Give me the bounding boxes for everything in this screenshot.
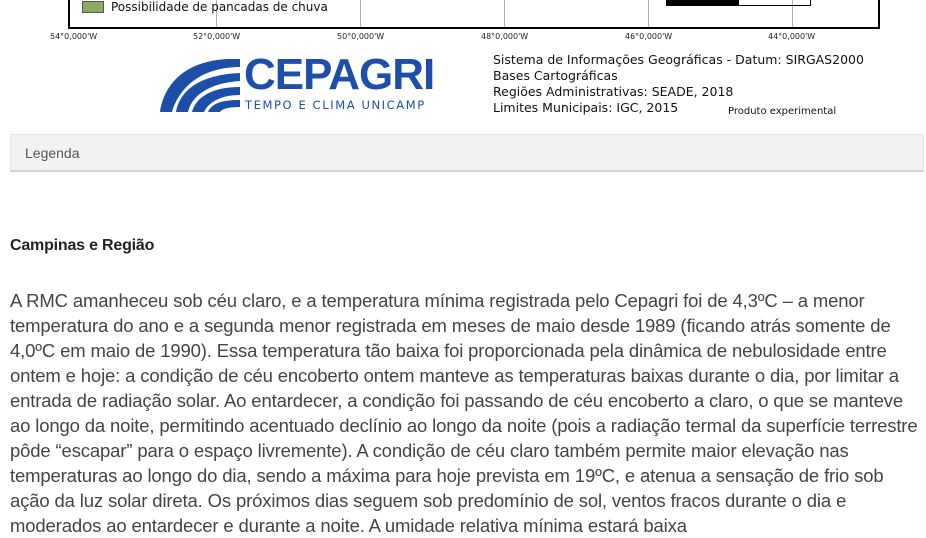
logo-wordmark: CEPAGRI: [244, 50, 435, 99]
legend-swatch: [82, 1, 104, 13]
map-info-line: Limites Municipais: IGC, 2015: [493, 100, 679, 115]
cepagri-logo: [158, 50, 435, 115]
map-coordinate: 54°0,000'W: [50, 32, 98, 41]
legenda-label: Legenda: [25, 145, 80, 161]
map-info-line: Regiões Administrativas: SEADE, 2018: [493, 84, 734, 99]
map-coordinate: 50°0,000'W: [337, 32, 385, 41]
article-paragraph: A RMC amanheceu sob céu claro, e a temperatura mínima registrada pelo Cepagri foi de 4,3ºC – a menor temperatura do ano e a segunda menor registrada em meses de maio desde 1989 (ficando atrás somente de 4,0ºC em maio de 1990). Essa temperatura tão baixa foi proporcionada pela dinâmica de nebulosidade entre ontem e hoje: a condição de céu encoberto ontem manteve as temperaturas baixas durante o dia, por limitar a entrada de radiação solar. Ao entardecer, a condição foi passando de céu encoberto a claro, o que se manteve ao longo da noite, permitindo acentuado declínio ao longo da noite (pois a radiação termal da superfície terrestre pôde “escapar” para o espaço livremente). A condição de céu claro também permite maior elevação nas temperaturas ao longo do dia, sendo a máxima para hoje prevista em 19ºC, e atenua a sensação de frio sob ação da luz solar direta. Os próximos dias seguem sob predomínio de sol, ventos fracos durante o dia e moderados ao entardecer e durante a noite. A umidade relativa mínima estará baixa: [10, 290, 918, 536]
map-info-line: Bases Cartográficas: [493, 68, 618, 83]
map-coordinate: 52°0,000'W: [193, 32, 241, 41]
map-grid-line: [360, 0, 361, 27]
logo-tagline: TEMPO E CLIMA UNICAMP: [245, 98, 426, 112]
map-coordinate: 46°0,000'W: [625, 32, 673, 41]
cepagri-wave-icon: [158, 57, 240, 113]
map-grid-line: [504, 0, 505, 27]
legenda-toggle[interactable]: [10, 134, 924, 172]
map-scale-bar: [666, 0, 811, 6]
map-note: Produto experimental: [728, 106, 837, 117]
forecast-map-image: [0, 0, 926, 130]
map-grid-line: [648, 0, 649, 27]
region-title: Campinas e Região: [10, 237, 155, 254]
map-coordinate: 48°0,000'W: [481, 32, 529, 41]
map-legend-item: Possibilidade de pancadas de chuva: [111, 0, 328, 14]
map-info-line: Sistema de Informações Geográficas - Datum: SIRGAS2000: [493, 52, 864, 67]
map-coordinate: 44°0,000'W: [768, 32, 816, 41]
